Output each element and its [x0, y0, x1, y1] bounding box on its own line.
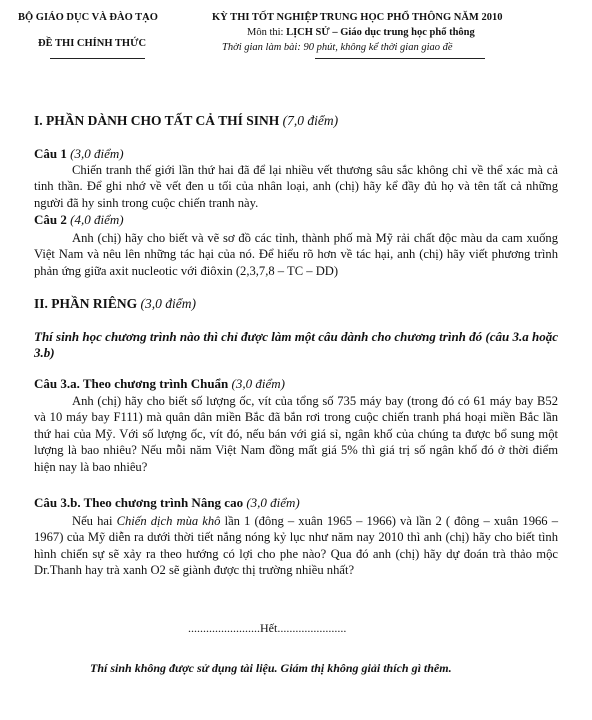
q3b-campaign-name: Chiến dịch mùa khô	[116, 514, 221, 528]
q3b-label: Câu 3.b. Theo chương trình Nâng cao	[34, 495, 244, 510]
q1-points: (3,0 điểm)	[70, 146, 124, 161]
q2-heading	[34, 212, 124, 228]
q3a-label: Câu 3.a. Theo chương trình Chuẩn	[34, 376, 229, 391]
header-right-divider	[315, 58, 485, 59]
q1-label: Câu 1	[34, 146, 67, 161]
exam-title: KỲ THI TỐT NGHIỆP TRUNG HỌC PHỔ THÔNG NĂM 2010	[212, 12, 503, 23]
q3b-text-a: Nếu hai	[72, 514, 117, 528]
part2-instruction: Thí sinh học chương trình nào thì chỉ được làm một câu dành cho chương trình đó (câu 3.a hoặc 3.b)	[34, 329, 558, 361]
time-note: Thời gian làm bài: 90 phút, không kể thời gian giao đề	[222, 42, 453, 53]
subject-line	[247, 27, 475, 38]
q2-text: Anh (chị) hãy cho biết và vẽ sơ đồ các tỉnh, thành phố mà Mỹ rải chất độc màu da cam xuống Việt Nam và nêu lên những tác hại của nó. Để hiểu rõ hơn về tác hại, anh (chị) hãy viết phương trình phản ứng giữa axit nucleotic với điôxin (2,3,7,8 – TC – DD)	[34, 231, 558, 278]
q3a-text: Anh (chị) hãy cho biết số lượng ốc, vít của tổng số 735 máy bay (trong đó có 61 máy bay B52 và 10 máy bay F111) mà quân dân miền Bắc đã bắn rơi trong cuộc chiến tranh phá hoại miền Bắc lần thứ hai của Mỹ. Với số lượng ốc, vít đó, nếu bán với giá sỉ, ngân khố của chúng ta được bổ sung một lượng là bao nhiêu? Nếu mỗi năm Việt Nam đồng mất giá 5% thì giá trị số ngân khố đó ở thời điểm hiện nay là bao nhiêu?	[34, 394, 558, 474]
part2-heading	[34, 296, 196, 312]
exam-type: ĐỀ THI CHÍNH THỨC	[38, 38, 147, 49]
q2-points: (4,0 điểm)	[70, 212, 124, 227]
q3a-points: (3,0 điểm)	[231, 376, 285, 391]
subject-name: LỊCH SỬ – Giáo dục trung học phổ thông	[286, 27, 475, 38]
q1-text: Chiến tranh thế giới lần thứ hai đã để lại nhiều vết thương sâu sắc không chỉ về thể xác mà cả tinh thần. Để ghi nhớ về vết đen u tối của nhân loại, anh (chị) hãy kể đầy đủ họ và tên tất cả những người đã hy sinh trong cuộc chiến tranh này.	[34, 163, 558, 210]
q3b-heading	[34, 495, 300, 511]
q1-heading	[34, 146, 124, 162]
q2-label: Câu 2	[34, 212, 67, 227]
part2-title: II. PHẦN RIÊNG	[34, 296, 138, 311]
subject-prefix: Môn thi:	[247, 27, 287, 38]
q3a-heading	[34, 376, 285, 392]
ministry-name: BỘ GIÁO DỤC VÀ ĐÀO TẠO	[18, 12, 158, 23]
part1-points: (7,0 điểm)	[282, 113, 339, 128]
part2-points: (3,0 điểm)	[140, 296, 196, 311]
q3b-text-b: lần 1 (đông – xuân 1965 – 1966) và lần 2 ( đông – xuân 1966 – 1967) của Mỹ diễn ra dưới thời tiết nắng nóng kỷ lục như năm nay 2010 thì anh (chị) hãy cho biết tình hình chiến sự sẽ xảy ra theo hướng có lợi cho phe nào? Qua đó anh (chị) hãy dự đoán trà thảo mộc Dr.Thanh hay trà xanh O2 sẽ giành được thị trường nhiều nhất?	[34, 514, 558, 578]
part1-heading	[34, 113, 338, 129]
header-left-divider	[50, 58, 145, 59]
part1-title: I. PHẦN DÀNH CHO TẤT CẢ THÍ SINH	[34, 113, 280, 128]
q3b-points: (3,0 điểm)	[246, 495, 300, 510]
footer-note: Thí sinh không được sử dụng tài liệu. Giám thị không giải thích gì thêm.	[90, 661, 452, 675]
end-mark: ........................Hết.......................	[188, 621, 347, 635]
q3b-text	[34, 513, 558, 579]
